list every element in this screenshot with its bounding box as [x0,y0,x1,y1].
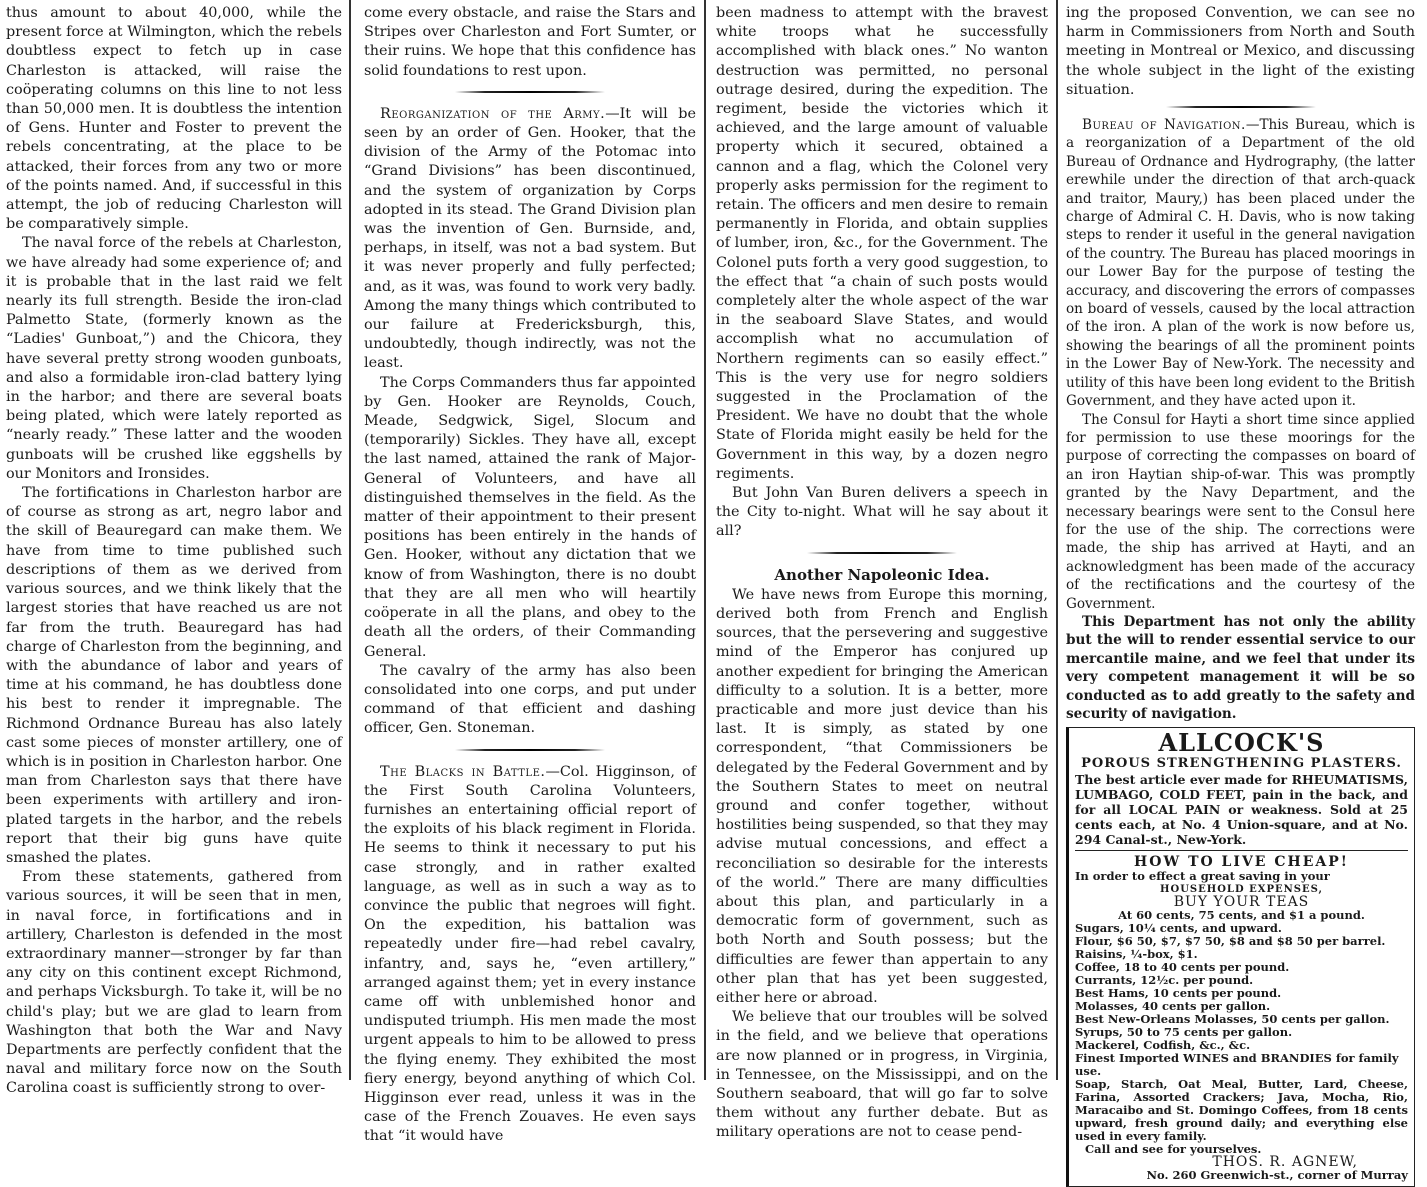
ad-item: Currants, 12½c. per pound. [1075,973,1254,988]
ad-item: Syrups, 50 to 75 cents per gallon. [1075,1025,1293,1040]
ad-address: No. 260 Greenwich-st., corner of Murray [1146,1168,1408,1183]
ad-item: Sugars, 10¼ cents, and upward. [1075,921,1282,936]
paragraph: The Corps Commanders thus far appointed by Gen. Hooker are Reynolds, Couch, Meade, Sedgwick, Sigel, Slocum and (temporarily) Sickles. They have all, except the last named, attained the rank of Major-General of Volunteers, and have all distinguished themselves in the field. As the matter of their appointment to their present positions has been entirely in the hands of Gen. Hooker, without any dictation that we know of from Washington, there is no doubt that they are all men who will heartily coöperate in all the plans, and obey to the death all the orders, of their Commanding General. [364,374,696,660]
paragraph: The Consul for Hayti a short time since applied for permission to use these moorings for the purpose of correcting the compasses on board of an iron Haytian ship-of-war. This was promptly granted by the Navy Department, and the necessary bearings were sent to the Consul here for the use of the ship. The corrections were made, the ship has arrived at Hayti, and an acknowledgment has been made of the accuracy of the rectifications and the courtesy of the Government. [1066,411,1415,612]
ad-item: Call and see for yourselves. [1085,1142,1262,1157]
paragraph: The cavalry of the army has also been consolidated into one corps, and put under command of that efficient and dashing officer, Gen. Stoneman. [364,662,696,737]
ad-signature: THOS. R. AGNEW, [1212,1154,1358,1171]
article-text: —This Bureau, which is a reorganization of a Department of the old Bureau of Ordnance and Hydrography, (the latter erewhile under the direction of that arch-quack and traitor, Maury,) has been placed under the charge of Admiral C. H. Davis, who is now taking steps to render it useful in the general navigation of the country. The Bureau has placed moorings in our Lower Bay for the purpose of testing the accuracy, and discovering the errors of compasses on board of vessels, caused by the local attraction of the iron. A plan of the work is now before us, showing the bearings of all the prominent points in the Lower Bay of New-York. The necessity and utility of this have been long evident to the British Government, and they have acted upon it. [1066,117,1415,410]
article-headline: Another Napoleonic Idea. [774,565,990,584]
ad-item: Mackerel, Codfish, &c., &c. [1075,1038,1251,1053]
section-separator [455,91,605,93]
article-blacks-paragraph [364,763,696,1147]
ad-item: Best Hams, 10 cents per pound. [1075,986,1282,1001]
section-separator [807,552,957,554]
ad-teas: BUY YOUR TEAS [1173,894,1310,911]
paragraph: come every obstacle, and raise the Stars and Stripes over Charleston and Fort Sumter, or their ruins. We hope that this confidence has solid foundations to rest upon. [364,5,696,79]
advertisement-allcock [1066,727,1415,1187]
paragraph: But John Van Buren delivers a speech in the City to-night. What will he say about it all? [716,485,1048,540]
column-3 [706,0,1056,1141]
column-4 [1058,0,1427,1183]
ad-item: Soap, Starch, Oat Meal, Butter, Lard, Cheese, Farina, Assorted Crackers; Java, Mocha, Rio, Maracaibo and St. Domingo Coffees, from 18 cents upward, fresh ground daily; and everything else used in every family. [1075,1077,1408,1144]
ad-item: Raisins, ¼-box, $1. [1075,947,1198,962]
ad-item: Finest Imported WINES and BRANDIES for family use. [1075,1051,1399,1079]
advertisement-live-cheap [1075,854,1408,1182]
ad-body: The best article ever made for RHEUMATISMS, LUMBAGO, COLD FEET, pain in the back, and for all LOCAL PAIN or weakness. Sold at 25 cents each, at No. 4 Union-square, and at No. 294 Canal-st., New-York. [1075,772,1408,848]
article-text: —It will be seen by an order of Gen. Hooker, that the division of the Army of the Potomac into “Grand Divisions” has been discontinued, and the system of organization by Corps adopted in its stead. The Grand Division plan was the invention of Gen. Burnside, and, perhaps, in itself, was not a bad system. But it was never properly and fully perfected; and, as it was, was found to work very badly. Among the many things which contributed to our failure at Fredericksburgh, this, undoubtedly, though indirectly, was not the least. [364,105,696,372]
paragraph: The fortifications in Charleston harbor are of course as strong as art, negro labor and the skill of Beauregard can make them. We have from time to time published such descriptions of them as we derived from various sources, and we think likely that the largest stories that have reached us are not far from the truth. Beauregard has had charge of Charleston from the beginning, and with the abundance of labor and years of time at his command, he has doubtless done his best to render it impregnable. The Richmond Ordnance Bureau has also lately cast some pieces of monster artillery, one of which is in position in Charleston harbor. One man from Charleston says that there have been experiments with artillery and iron-plated targets in the harbor, and the rebels report that their big guns have quite smashed the plates. [6,485,342,866]
ad-item: Best New-Orleans Molasses, 50 cents per gallon. [1075,1012,1390,1027]
article-navigation-paragraph [1066,116,1415,411]
column-2 [352,0,704,1145]
article-army-paragraph [364,105,696,374]
ad-divider [1075,850,1408,851]
paragraph: been madness to attempt with the bravest white troops what he successfully accomplished with black ones.” No wanton destruction was permitted, no personal outrage desired, during the expedition. The regiment, beside the victories which it achieved, and the large amount of valuable property which it secured, obtained a cannon and a flag, which the Colonel very properly asks permission for the regiment to retain. The officers and men desire to remain permanently in Florida, and obtain supplies of lumber, iron, &c., for the Government. The Colonel puts forth a very good suggestion, to the effect that “a chain of such posts would completely alter the whole aspect of the war in the seaboard Slave States, and would accomplish what no accumulation of Northern regiments can so easily effect.” This is the very use for negro soldiers suggested in the Proclamation of the President. We have no doubt that the whole State of Florida might easily be held for the Government in this way, by a dozen negro regiments. [716,5,1048,482]
section-separator [1166,106,1316,108]
article-heading: The Blacks in Battle. [380,763,546,780]
paragraph: From these statements, gathered from various sources, it will be seen that in men, in naval force, in fortifications and in artillery, Charleston is defended in the most extraordinary manner—stronger by far than any city on this continent except Richmond, and perhaps Vicksburgh. To take it, will be no child's play; but we are glad to learn from Washington that both the War and Navy Departments are perfectly confident that the naval and military force now on the South Carolina coast is sufficiently strong to over- [6,869,342,1097]
paragraph: We believe that our troubles will be solved in the field, and we believe that operations are now planned or in progress, in Virginia, in Tennessee, on the Mississippi, and on the Southern seaboard, that will go far to solve them without any further debate. But as military operations are not to cease pend- [716,1009,1048,1141]
ad-item: Molasses, 40 cents per gallon. [1075,999,1271,1014]
ad-intro-2: HOUSEHOLD EXPENSES, [1160,884,1323,896]
ad-subtitle: POROUS STRENGTHENING PLASTERS. [1081,756,1402,772]
column-1 [0,0,350,1097]
article-heading: Reorganization of the Army. [380,105,606,122]
ad-item: Flour, $6 50, $7, $7 50, $8 and $8 50 per barrel. [1075,934,1386,949]
article-heading: Bureau of Navigation. [1082,117,1246,134]
section-separator [455,749,605,751]
ad-teas-price: At 60 cents, 75 cents, and $1 a pound. [1118,908,1365,923]
paragraph: thus amount to about 40,000, while the present force at Wilmington, which the rebels doubtless expect to fetch up in case Charleston is attacked, will raise the coöperating columns on this line to not less than 50,000 men. It is doubtless the intention of Gens. Hunter and Foster to prevent the rebels concentrating, at the place to be attacked, their forces from any two or more of the points named. And, if successful in this attempt, the job of reducing Charleston will be comparatively simple. [6,5,342,233]
paragraph: This Department has not only the ability but the will to render essential service to our mercantile maine, and we feel that under its very competent management it will be so conducted as to add greatly to the safety and security of navigation. [1066,613,1415,723]
paragraph: We have news from Europe this morning, derived both from French and English sources, that the persevering and suggestive mind of the Emperor has conjured up another expedient for bringing the American difficulty to a solution. It is a better, more practicable and more just device than his last. It is simply, as stated by one correspondent, “that Commissioners be delegated by the Federal Government and by the Southern States to meet on neutral ground and confer together, without hostilities being suspended, so that they may advise mutual concessions, and effect a reconciliation so desirable for the interests of the world.” There are many difficulties about this plan, and particularly in a democratic form of government, such as both North and South possess; but the difficulties are fewer than appertain to any other plan that has yet been suggested, either here or abroad. [716,586,1048,1006]
article-text: —Col. Higginson, of the First South Carolina Volunteers, furnishes an entertaining official report of the exploits of his black regiment in Florida. He seems to think it necessary to put his case strongly, and in rather exalted language, as well as in such a way as to convince the public that negroes will fight. On the expedition, his battalion was repeatedly under fire—had rebel cavalry, infantry, and, says he, “even artillery,” arranged against them; yet in every instance came off with unblemished honor and undisputed triumph. His men made the most urgent appeals to him to be allowed to press the flying enemy. They exhibited the most fiery energy, beyond anything of which Col. Higginson ever read, unless it was in the case of the French Zouaves. He even says that “it would have [364,763,696,1145]
ad-intro: In order to effect a great saving in your [1075,869,1330,884]
ad-item: Coffee, 18 to 40 cents per pound. [1075,960,1290,975]
ad-title: HOW TO LIVE CHEAP! [1134,854,1349,871]
paragraph: The naval force of the rebels at Charleston, we have already had some experience of; and it is probable that in the last raid we felt nearly its full strength. Beside the iron-clad Palmetto State, (formerly known as the “Ladies' Gunboat,”) and the Chicora, they have several pretty strong wooden gunboats, and also a formidable iron-clad battery lying in the harbor; and there are several boats being plated, which were lately reported as “nearly ready.” These latter and the wooden gunboats will be crushed like eggshells by our Monitors and Ironsides. [6,235,342,482]
ad-title: ALLCOCK'S [1158,728,1325,758]
paragraph: ing the proposed Convention, we can see no harm in Commissioners from North and South meeting in Montreal or Mexico, and discussing the whole subject in the light of the existing situation. [1066,5,1415,98]
